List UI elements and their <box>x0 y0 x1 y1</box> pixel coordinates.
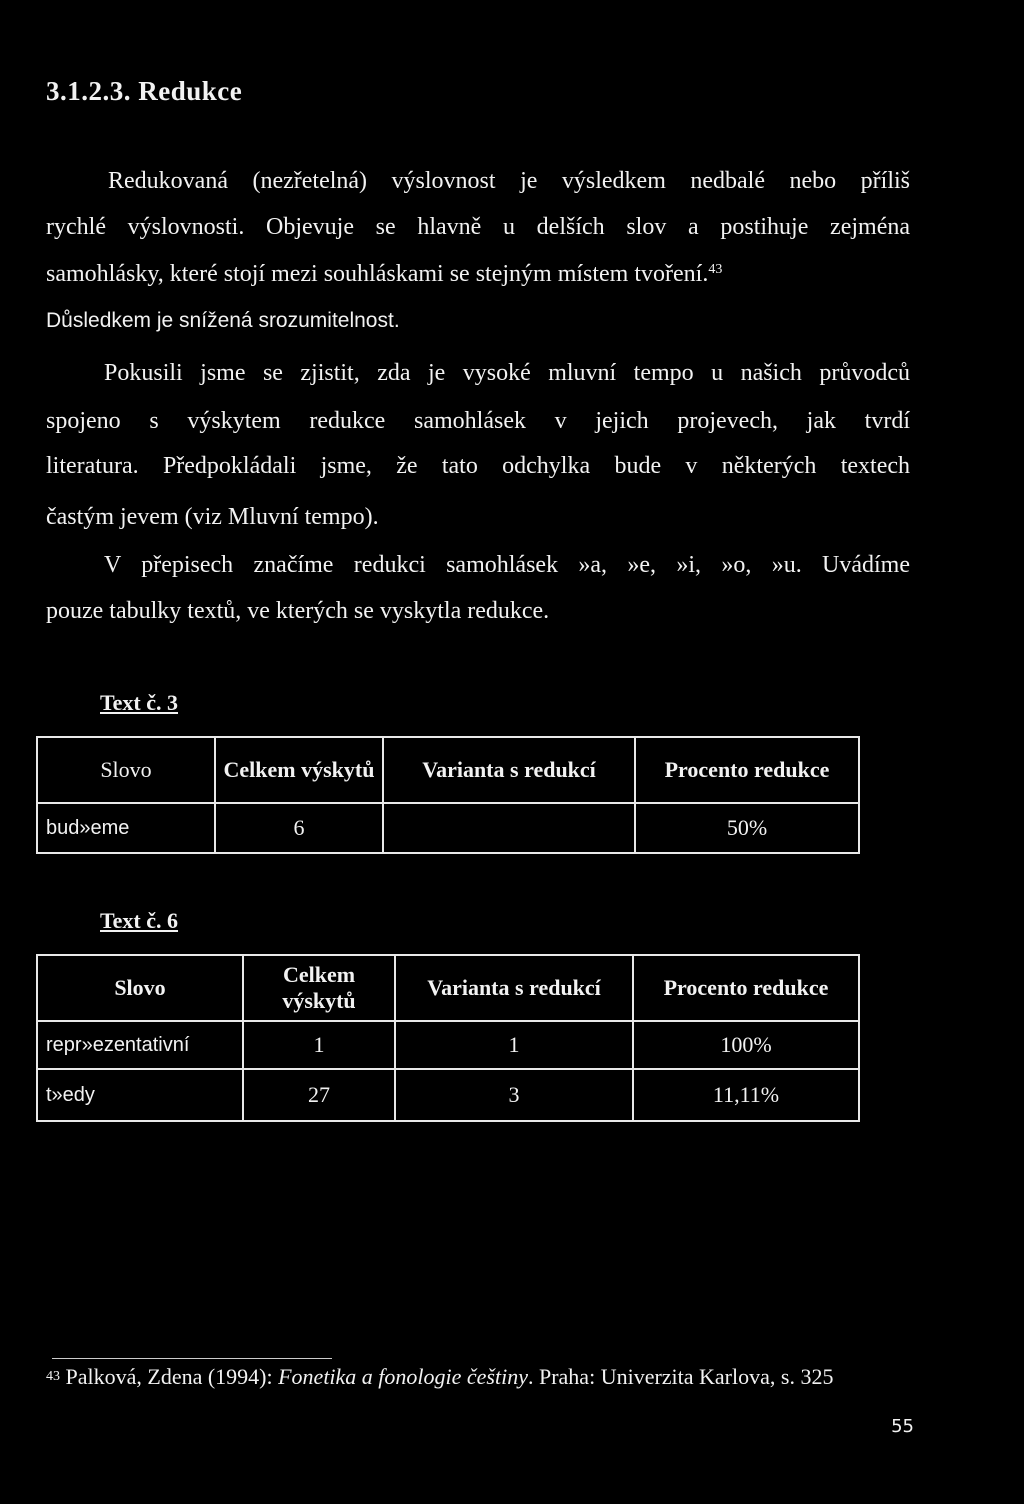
table-1-header-total: Celkem výskytů <box>215 737 383 803</box>
footnote <box>46 1362 833 1392</box>
table-1-header-row <box>37 737 859 803</box>
table-2-header-total: Celkem výskytů <box>243 955 395 1021</box>
footnote-divider <box>52 1358 332 1359</box>
paragraph-2-line-4: častým jevem (viz Mluvní tempo). <box>46 504 379 530</box>
paragraph-1-line-4: Důsledkem je snížená srozumitelnost. <box>46 309 400 332</box>
table-1-header-word: Slovo <box>37 737 215 803</box>
table-row <box>37 1069 859 1121</box>
table-2 <box>36 954 860 1122</box>
paragraph-1-line-1: Redukovaná (nezřetelná) výslovnost je výsledkem nedbalé nebo příliš <box>108 168 910 194</box>
paragraph-3-line-2: pouze tabulky textů, ve kterých se vyskytla redukce. <box>46 598 550 624</box>
table-1-cell-variant <box>383 803 635 853</box>
table-1-header-percent: Procento redukce <box>635 737 859 803</box>
table-2-header-variant: Varianta s redukcí <box>395 955 633 1021</box>
section-heading: 3.1.2.3. Redukce <box>46 76 243 106</box>
footnote-title: Fonetika a fonologie češtiny <box>278 1364 528 1389</box>
table-row <box>37 803 859 853</box>
table-1-caption: Text č. 3 <box>100 690 179 715</box>
table-2-row-2-total: 27 <box>243 1069 395 1121</box>
table-2-row-1-percent: 100% <box>633 1021 859 1069</box>
footnote-author: Palková, Zdena (1994): <box>65 1364 279 1389</box>
table-2-header-percent: Procento redukce <box>633 955 859 1021</box>
paragraph-2-line-2: spojeno s výskytem redukce samohlásek v jejich projevech, jak tvrdí <box>46 408 910 434</box>
paragraph-1-line-3 <box>46 259 910 289</box>
table-1-header-variant: Varianta s redukcí <box>383 737 635 803</box>
table-2-row-2-word: t»edy <box>37 1069 243 1121</box>
table-1-cell-word: bud»eme <box>37 803 215 853</box>
table-1-cell-total: 6 <box>215 803 383 853</box>
page-number: 55 <box>891 1416 914 1437</box>
paragraph-1-line-2: rychlé výslovnosti. Objevuje se hlavně u delších slov a postihuje zejména <box>46 214 910 240</box>
table-2-caption: Text č. 6 <box>100 908 179 933</box>
table-2-header-word: Slovo <box>37 955 243 1021</box>
table-1-cell-percent: 50% <box>635 803 859 853</box>
paragraph-2-line-3: literatura. Předpokládali jsme, že tato odchylka bude v některých textech <box>46 453 910 479</box>
paragraph-1-line-3-text: samohlásky, které stojí mezi souhláskami se stejným místem tvoření. <box>46 261 709 287</box>
table-2-row-1-total: 1 <box>243 1021 395 1069</box>
footnote-number: 43 <box>46 1369 60 1384</box>
table-2-header-row <box>37 955 859 1021</box>
footnote-reference: 43 <box>708 262 723 277</box>
paragraph-2-line-1: Pokusili jsme se zjistit, zda je vysoké mluvní tempo u našich průvodců <box>104 360 910 386</box>
table-row <box>37 1021 859 1069</box>
table-2-row-2-percent: 11,11% <box>633 1069 859 1121</box>
table-2-row-2-variant: 3 <box>395 1069 633 1121</box>
footnote-rest: . Praha: Univerzita Karlova, s. 325 <box>527 1364 834 1389</box>
table-1 <box>36 736 860 854</box>
paragraph-3-line-1: V přepisech značíme redukci samohlásek »a, »e, »i, »o, »u. Uvádíme <box>104 552 910 578</box>
table-2-row-1-word: repr»ezentativní <box>37 1021 243 1069</box>
table-2-row-1-variant: 1 <box>395 1021 633 1069</box>
